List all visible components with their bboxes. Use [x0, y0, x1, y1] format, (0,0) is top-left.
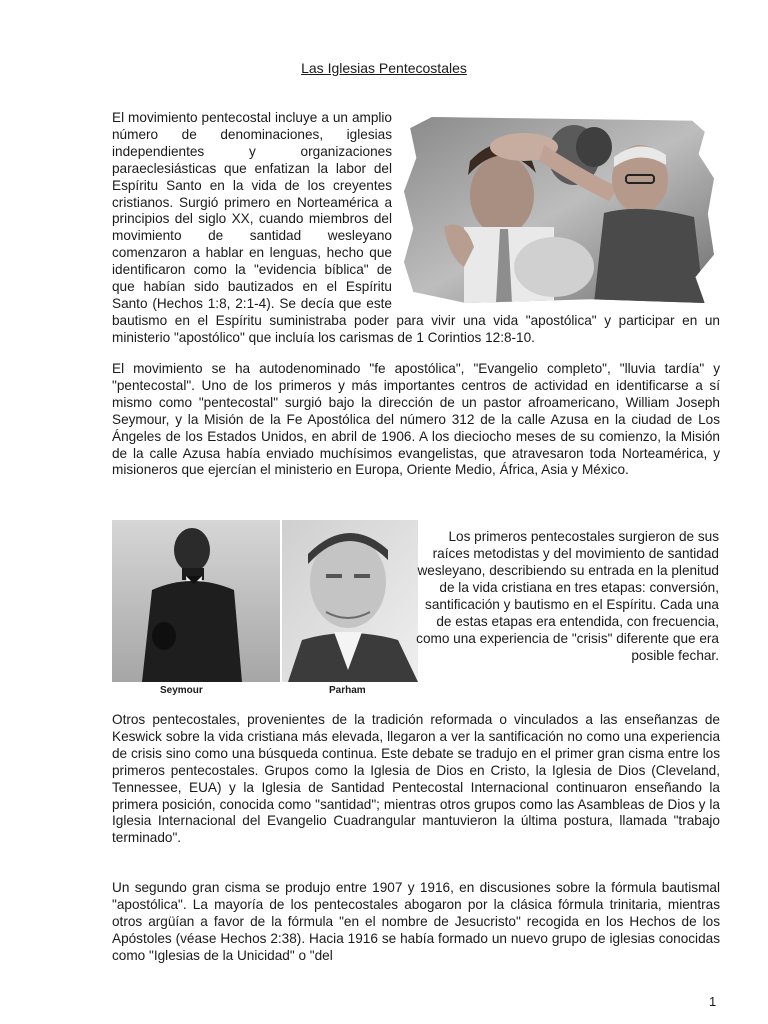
paragraph-first-schism: Otros pentecostales, provenientes de la tradición reformada o vinculados a las enseñanzas de Keswick sobre la vida cristiana más elevada, llegaron a ver la santificación no como una experiencia de crisis sino como una búsqueda continua. Este debate se tradujo en el primer gran cisma entre los primeros pentecostales. Grupos como la Iglesia de Dios en Cristo, la Iglesia de Dios (Cleveland, Tennessee, EUA) y la Iglesia de Santidad Pentecostal Internacional continuaron enseñando la primera posición, conocida como "santidad"; mientras otros grupos como las Asambleas de Dios y la Iglesia Internacional del Evangelio Cuadrangular mantuvieron la última postura, llamada "trabajo terminado". [112, 712, 720, 846]
paragraph-names: El movimiento se ha autodenominado "fe apostólica", "Evangelio completo", "lluvia tardía" y "pentecostal". Uno de los primeros y más importantes centros de actividad en identificarse a sí mismo como "pentecostal" surgió bajo la dirección de un pastor afroamericano, William Joseph Seymour, y la Misión de la Fe Apostólica del número 312 de la calle Azusa en la ciudad de Los Ángeles de los Estados Unidos, en abril de 1906. A los dieciocho meses de su comienzo, la Misión de la calle Azusa había enviado muchísimos evangelistas, que atravesaron toda Norteamérica, y misioneros que ejercían el ministerio en Europa, Oriente Medio, África, Asia y México. [112, 361, 720, 478]
photo-float-spacer [398, 116, 714, 304]
caption-seymour: Seymour [160, 685, 203, 696]
paragraph-second-schism: Un segundo gran cisma se produjo entre 1907 y 1916, en discusiones sobre la fórmula bautismal "apostólica". La mayoría de los pentecostales abogaron por la clásica fórmula trinitaria, mientras otros argüían a favor de la fórmula "en el nombre de Jesucristo" recogida en los Hechos de los Apóstoles (véase Hechos 2:38). Hacia 1916 se había formado un nuevo grupo de iglesias conocidas como "Iglesias de la Unicidad" o "del [112, 880, 720, 963]
caption-parham: Parham [329, 685, 366, 696]
seymour-parham-portraits [112, 520, 418, 682]
paragraph-early-pentecostals: Los primeros pentecostales surgieron de sus raíces metodistas y del movimiento de santidad wesleyano, describiendo su entrada en la plenitud de la vida cristiana en tres etapas: conversión, santificación y bautismo en el Espíritu. Cada una de estas etapas era entendida, con frecuencia, como una experiencia de "crisis" diferente que era posible fechar. [416, 529, 719, 663]
page-title: Las Iglesias Pentecostales [301, 60, 467, 76]
page-number: 1 [709, 994, 717, 1009]
portraits-illustration [112, 520, 418, 682]
paragraph-intro-text: El movimiento pentecostal incluye a un amplio número de denominaciones, iglesias independientes y organizaciones paraeclesiásticas que enfatizan la labor del Espíritu Santo en la vida de los creyentes cristianos. Surgió primero en Norteamérica a principios del siglo XX, cuando miembros del movimiento de santidad wesleyano comenzaron a hablar en lenguas, hecho que identificaron como la "evidencia bíblica" de que habían sido bautizados en el Espíritu Santo (Hechos 1:8, 2:1-4). Se decía que este bautismo en el Espíritu suministraba poder para vivir una vida "apostólica" y participar en un ministerio "apostólico" que incluía los carismas de 1 Corintios 12:8-10. [112, 110, 720, 345]
paragraph-intro [112, 110, 720, 347]
